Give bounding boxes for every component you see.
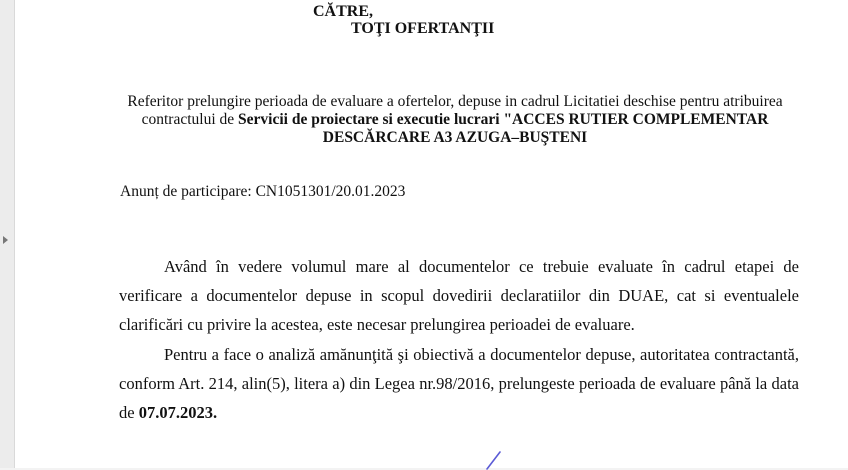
recipient-name: TOŢI OFERTANŢII xyxy=(351,20,495,37)
evaluation-deadline: 07.07.2023. xyxy=(138,403,218,422)
participation-notice: Anunț de participare: CN1051301/20.01.2023 xyxy=(120,183,406,200)
signature-stroke-icon xyxy=(485,450,515,470)
recipient-label: CĂTRE, xyxy=(313,3,374,20)
expand-arrow-icon[interactable] xyxy=(3,236,8,244)
body-paragraph-2 xyxy=(119,340,799,427)
body-paragraph-1: Având în vedere volumul mare al documentelor ce trebuie evaluate în cadrul etapei de verificare a documentelor depuse in scopul dovedirii declaratiilor din DUAE, cat si eventualele clarificări cu privire la acestea, este necesar prelungirea perioadei de evaluare. xyxy=(119,257,799,334)
left-gutter xyxy=(0,0,15,468)
document-page xyxy=(15,0,848,468)
reference-intro: Referitor prelungire perioada de evaluare a ofertelor, depuse in cadrul Licitatiei deschise pentru atribuirea contractului de xyxy=(127,93,783,128)
paragraph-2-text: Pentru a face o analiză amănunţită şi obiectivă a documentelor depuse, autoritatea contractantă, conform Art. 214, alin(5), litera a) din Legea nr.98/2016, prelungeste perioada de evaluare până la data de xyxy=(119,345,799,422)
contract-title: Servicii de proiectare si executie lucrari "ACCES RUTIER COMPLEMENTAR DESCĂRCARE A3 AZUGA–BUŞTENI xyxy=(238,111,769,146)
reference-subject xyxy=(115,93,795,147)
